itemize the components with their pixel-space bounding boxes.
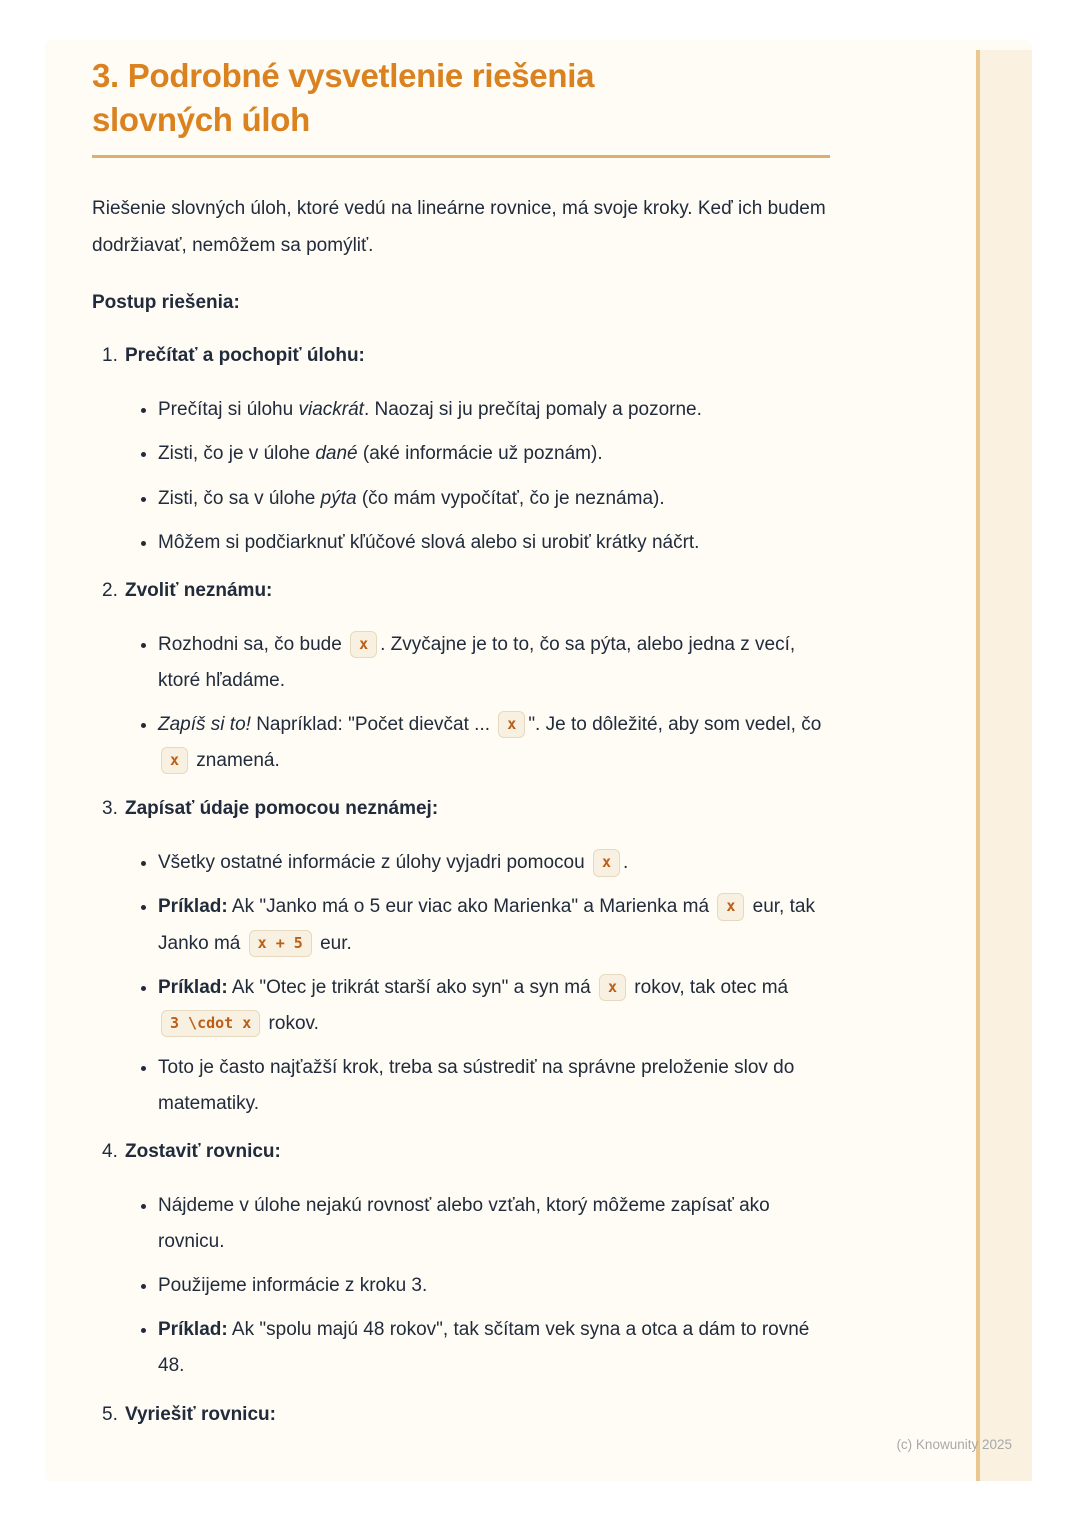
- step-number: 1.: [102, 345, 118, 367]
- bullet-item: [158, 436, 830, 472]
- text-run: Toto je často najťažší krok, treba sa sústrediť na správne preloženie slov do matematiky.: [158, 1056, 795, 1114]
- text-run: Zisti, čo je v úlohe: [158, 443, 316, 465]
- step-bullets: [125, 1188, 830, 1384]
- bullet-item: [158, 525, 830, 561]
- italic-text: pýta: [320, 487, 357, 509]
- bullet-item: [158, 845, 830, 881]
- step-title: Prečítať a pochopiť úlohu:: [125, 345, 365, 367]
- step-title: Zapísať údaje pomocou neznámej:: [125, 798, 439, 820]
- text-run: Môžem si podčiarknuť kľúčové slová alebo si urobiť krátky náčrt.: [158, 531, 700, 553]
- text-run: znamená.: [191, 750, 280, 772]
- italic-text: dané: [315, 443, 358, 465]
- text-run: ". Je to dôležité, aby som vedel, čo: [528, 714, 822, 736]
- inline-code: x: [498, 711, 525, 738]
- inline-code: x: [161, 747, 188, 774]
- right-edge-stripe: [976, 50, 1032, 1481]
- text-run: Prečítaj si úlohu: [158, 399, 299, 421]
- text-run: .: [622, 852, 629, 874]
- text-run: (aké informácie už poznám).: [357, 443, 603, 465]
- italic-text: viackrát: [298, 399, 364, 421]
- document-content: [92, 54, 830, 1442]
- step-number: 3.: [102, 798, 118, 820]
- steps-list: [92, 338, 830, 1432]
- bullet-item: [158, 1050, 830, 1122]
- step-bullets: [125, 627, 830, 779]
- step-number: 5.: [102, 1403, 118, 1425]
- text-run: rokov.: [263, 1012, 319, 1034]
- step-bullets: [125, 392, 830, 560]
- bullet-item: [158, 889, 830, 961]
- bold-text: Príklad:: [158, 1319, 228, 1341]
- inline-code: x: [717, 893, 744, 920]
- step-item: [92, 573, 830, 779]
- text-run: (čo mám vypočítať, čo je neznáma).: [356, 487, 665, 509]
- inline-code: x: [593, 849, 620, 876]
- intro-paragraph: Riešenie slovných úloh, ktoré vedú na lineárne rovnice, má svoje kroky. Keď ich budem dodržiavať, nemôžem sa pomýliť.: [92, 198, 826, 257]
- text-run: Ak "spolu majú 48 rokov", tak sčítam vek syna a otca a dám to rovné 48.: [158, 1319, 810, 1377]
- bullet-item: [158, 392, 830, 428]
- bold-text: Príklad:: [158, 976, 228, 998]
- text-run: Nájdeme v úlohe nejakú rovnosť alebo vzťah, ktorý môžeme zapísať ako rovnicu.: [158, 1195, 770, 1253]
- bullet-item: [158, 627, 830, 699]
- text-run: Použijeme informácie z kroku 3.: [158, 1275, 428, 1297]
- text-run: Všetky ostatné informácie z úlohy vyjadri pomocou: [158, 852, 590, 874]
- text-run: . Naozaj si ju prečítaj pomaly a pozorne.: [363, 399, 702, 421]
- copyright-notice: (c) Knowunity 2025: [896, 1437, 1012, 1452]
- inline-code: x: [599, 974, 626, 1001]
- inline-code: x: [350, 631, 377, 658]
- bold-text: Príklad:: [158, 896, 228, 918]
- bullet-item: [158, 481, 830, 517]
- bullet-item: [158, 1268, 830, 1304]
- step-title: Zvoliť neznámu:: [125, 579, 273, 601]
- bullet-item: [158, 1312, 830, 1384]
- text-run: eur, tak Janko má: [158, 896, 815, 954]
- bullet-item: [158, 1188, 830, 1260]
- text-run: eur.: [314, 932, 352, 954]
- step-number: 2.: [102, 579, 118, 601]
- text-run: rokov, tak otec má: [629, 976, 789, 998]
- text-run: . Zvyčajne je to to, čo sa pýta, alebo jedna z vecí, ktoré hľadáme.: [158, 633, 796, 691]
- inline-code: x + 5: [249, 930, 312, 957]
- step-bullets: [125, 845, 830, 1122]
- step-item: [92, 338, 830, 560]
- step-item: [92, 1397, 830, 1433]
- step-number: 4.: [102, 1140, 118, 1162]
- text-run: Ak "Otec je trikrát starší ako syn" a syn má: [227, 976, 596, 998]
- text-run: Zisti, čo sa v úlohe: [158, 487, 321, 509]
- inline-code: 3 \cdot x: [161, 1010, 260, 1037]
- step-item: [92, 1134, 830, 1385]
- text-run: Rozhodni sa, čo bude: [158, 633, 348, 655]
- step-title: Zostaviť rovnicu:: [125, 1140, 281, 1162]
- text-run: Ak "Janko má o 5 eur viac ako Marienka" a Marienka má: [227, 896, 715, 918]
- bullet-item: [158, 970, 830, 1042]
- bullet-item: [158, 707, 830, 779]
- step-item: [92, 791, 830, 1122]
- procedure-label: Postup riešenia:: [92, 292, 240, 314]
- page-title: 3. Podrobné vysvetlenie riešenia slovných úloh: [92, 57, 595, 138]
- title-divider: [92, 155, 830, 158]
- italic-text: Zapíš si to!: [158, 714, 251, 736]
- text-run: Napríklad: "Počet dievčat ...: [250, 714, 496, 736]
- step-title: Vyriešiť rovnicu:: [125, 1403, 276, 1425]
